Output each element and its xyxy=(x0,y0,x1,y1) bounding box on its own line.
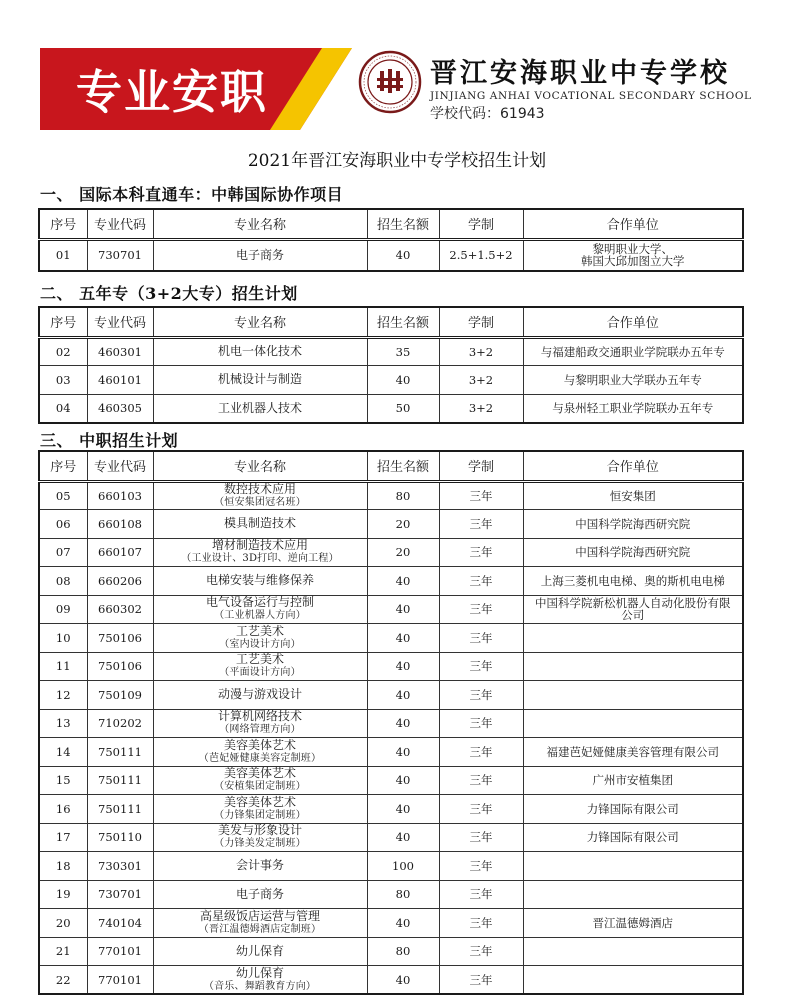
study-system: 三年 xyxy=(439,681,523,710)
study-system: 三年 xyxy=(439,937,523,966)
partner-cell xyxy=(523,795,743,824)
major-code: 660107 xyxy=(87,538,153,567)
partner-name: 中国科学院新松机器人自动化股份有限 xyxy=(535,596,731,611)
enrollment-quota: 40 xyxy=(367,239,439,271)
major-name: 美容美体艺术 xyxy=(223,737,296,752)
partner-cell xyxy=(523,481,743,510)
major-code: 750110 xyxy=(87,823,153,852)
partner-cell xyxy=(523,709,743,738)
partner-name: 广州市安植集团 xyxy=(592,773,673,788)
enrollment-quota: 40 xyxy=(367,795,439,824)
table-row xyxy=(39,510,743,539)
table-row xyxy=(39,795,743,824)
major-code: 460101 xyxy=(87,366,153,395)
major-code: 770101 xyxy=(87,937,153,966)
row-number: 09 xyxy=(39,595,87,624)
row-number: 11 xyxy=(39,652,87,681)
major-direction: （工业机器人方向） xyxy=(214,610,306,622)
study-system: 3+2 xyxy=(439,394,523,423)
major-name-cell xyxy=(153,681,367,710)
enrollment-quota: 40 xyxy=(367,823,439,852)
enrollment-quota: 40 xyxy=(367,366,439,395)
major-name: 会计事务 xyxy=(235,858,284,873)
row-number: 03 xyxy=(39,366,87,395)
major-name: 电子商务 xyxy=(235,247,284,262)
study-system: 三年 xyxy=(439,795,523,824)
enrollment-quota: 40 xyxy=(367,567,439,596)
header-col-quota: 招生名额 xyxy=(367,451,439,481)
partner-cell xyxy=(523,766,743,795)
row-number: 14 xyxy=(39,738,87,767)
partner-cell xyxy=(523,909,743,938)
table-row xyxy=(39,538,743,567)
major-code: 750111 xyxy=(87,795,153,824)
major-code: 660108 xyxy=(87,510,153,539)
header-col-code: 专业代码 xyxy=(87,451,153,481)
study-system: 三年 xyxy=(439,966,523,995)
study-system: 3+2 xyxy=(439,337,523,366)
study-system: 三年 xyxy=(439,852,523,881)
major-code: 750109 xyxy=(87,681,153,710)
major-code: 750111 xyxy=(87,738,153,767)
major-code: 730701 xyxy=(87,239,153,271)
row-number: 20 xyxy=(39,909,87,938)
table-row xyxy=(39,966,743,995)
study-system: 2.5+1.5+2 xyxy=(439,239,523,271)
table-row xyxy=(39,766,743,795)
enrollment-quota: 40 xyxy=(367,738,439,767)
row-number: 08 xyxy=(39,567,87,596)
partner-cell xyxy=(523,510,743,539)
table-row xyxy=(39,738,743,767)
major-name-cell xyxy=(153,595,367,624)
major-direction: （音乐、舞蹈教育方向） xyxy=(203,980,317,992)
partner-name: 黎明职业大学、 xyxy=(592,242,673,257)
major-name-cell xyxy=(153,909,367,938)
major-direction: （芭妃娅健康美容定制班） xyxy=(198,752,322,764)
study-system: 三年 xyxy=(439,709,523,738)
partner-name: 公司 xyxy=(621,608,645,623)
enrollment-quota: 40 xyxy=(367,595,439,624)
major-name-cell xyxy=(153,852,367,881)
study-system: 三年 xyxy=(439,510,523,539)
row-number: 12 xyxy=(39,681,87,710)
major-name-cell xyxy=(153,538,367,567)
table-row xyxy=(39,681,743,710)
enrollment-table xyxy=(38,208,744,272)
partner-name: 力锋国际有限公司 xyxy=(586,830,679,845)
enrollment-quota: 40 xyxy=(367,909,439,938)
major-name-cell xyxy=(153,937,367,966)
header-col-no: 序号 xyxy=(39,307,87,337)
major-direction: （工业设计、3D打印、逆向工程） xyxy=(181,553,339,565)
partner-name: 上海三菱机电电梯、奥的斯机电电梯 xyxy=(540,573,725,588)
major-name: 高星级饭店运营与管理 xyxy=(199,908,320,923)
enrollment-quota: 40 xyxy=(367,766,439,795)
partner-name: 恒安集团 xyxy=(609,488,656,503)
major-code: 750106 xyxy=(87,624,153,653)
major-name: 计算机网络技术 xyxy=(217,709,302,724)
major-name-cell xyxy=(153,624,367,653)
section-heading: 二、 五年专（3+2大专）招生计划 xyxy=(40,284,298,303)
header-col-system: 学制 xyxy=(439,451,523,481)
row-number: 18 xyxy=(39,852,87,881)
major-code: 460301 xyxy=(87,337,153,366)
enrollment-quota: 80 xyxy=(367,481,439,510)
school-code: 学校代码：61943 xyxy=(430,106,545,122)
enrollment-table xyxy=(38,450,744,995)
major-direction: （平面设计方向） xyxy=(219,667,301,679)
partner-cell xyxy=(523,624,743,653)
header-col-major: 专业名称 xyxy=(153,209,367,239)
partner-cell xyxy=(523,567,743,596)
major-name: 美发与形象设计 xyxy=(217,823,302,838)
study-system: 三年 xyxy=(439,738,523,767)
enrollment-quota: 80 xyxy=(367,880,439,909)
major-name-cell xyxy=(153,239,367,271)
major-name-cell xyxy=(153,709,367,738)
partner-cell xyxy=(523,966,743,995)
major-name: 美容美体艺术 xyxy=(223,794,296,809)
major-code: 660103 xyxy=(87,481,153,510)
major-name-cell xyxy=(153,394,367,423)
header-col-system: 学制 xyxy=(439,307,523,337)
partner-name: 力锋国际有限公司 xyxy=(586,801,679,816)
table-row xyxy=(39,880,743,909)
header-col-no: 序号 xyxy=(39,209,87,239)
table-row xyxy=(39,852,743,881)
row-number: 21 xyxy=(39,937,87,966)
partner-cell xyxy=(523,937,743,966)
major-name-cell xyxy=(153,966,367,995)
major-name-cell xyxy=(153,652,367,681)
header-col-partner: 合作单位 xyxy=(523,307,743,337)
row-number: 07 xyxy=(39,538,87,567)
partner-cell xyxy=(523,652,743,681)
partner-cell xyxy=(523,337,743,366)
table-row xyxy=(39,652,743,681)
school-name-chinese: 晋江安海职业中专学校 xyxy=(430,58,730,89)
partner-cell xyxy=(523,366,743,395)
major-direction: （网络管理方向） xyxy=(219,724,301,736)
header-col-system: 学制 xyxy=(439,209,523,239)
row-number: 02 xyxy=(39,337,87,366)
study-system: 三年 xyxy=(439,880,523,909)
major-name-cell xyxy=(153,795,367,824)
major-direction: （安植集团定制班） xyxy=(214,781,306,793)
major-name: 机械设计与制造 xyxy=(217,372,302,387)
section-heading: 一、 国际本科直通车：中韩国际协作项目 xyxy=(40,185,344,204)
major-name: 幼儿保育 xyxy=(235,943,284,958)
major-code: 740104 xyxy=(87,909,153,938)
header-col-major: 专业名称 xyxy=(153,307,367,337)
major-name: 增材制造技术应用 xyxy=(211,538,308,553)
major-direction: （恒安集团冠名班） xyxy=(214,496,306,508)
major-name: 数控技术应用 xyxy=(223,481,296,496)
enrollment-quota: 35 xyxy=(367,337,439,366)
partner-name: 中国科学院海西研究院 xyxy=(575,516,691,531)
major-name: 电气设备运行与控制 xyxy=(205,595,314,610)
table-row xyxy=(39,909,743,938)
partner-name: 与福建船政交通职业学院联办五年专 xyxy=(540,344,725,359)
table-row xyxy=(39,823,743,852)
partner-cell xyxy=(523,595,743,624)
major-name: 电子商务 xyxy=(235,886,284,901)
partner-cell xyxy=(523,852,743,881)
major-direction: （室内设计方向） xyxy=(219,638,301,650)
major-name: 工艺美术 xyxy=(235,652,284,667)
row-number: 10 xyxy=(39,624,87,653)
study-system: 三年 xyxy=(439,624,523,653)
enrollment-quota: 20 xyxy=(367,538,439,567)
major-direction: （力锋美发定制班） xyxy=(214,838,306,850)
major-name-cell xyxy=(153,366,367,395)
header-col-partner: 合作单位 xyxy=(523,209,743,239)
major-name: 动漫与游戏设计 xyxy=(217,687,302,702)
header xyxy=(0,0,794,140)
table-row xyxy=(39,624,743,653)
table-row xyxy=(39,337,743,366)
row-number: 19 xyxy=(39,880,87,909)
table-row xyxy=(39,937,743,966)
major-name-cell xyxy=(153,567,367,596)
partner-cell xyxy=(523,538,743,567)
partner-cell xyxy=(523,823,743,852)
school-logo xyxy=(358,50,422,114)
table-header-row xyxy=(39,451,743,481)
study-system: 3+2 xyxy=(439,366,523,395)
partner-name: 福建芭妃娅健康美容管理有限公司 xyxy=(546,744,719,759)
major-code: 660206 xyxy=(87,567,153,596)
enrollment-quota: 40 xyxy=(367,966,439,995)
major-code: 710202 xyxy=(87,709,153,738)
major-direction: （晋江温德姆酒店定制班） xyxy=(198,923,322,935)
table-row xyxy=(39,481,743,510)
row-number: 05 xyxy=(39,481,87,510)
partner-name: 韩国大邱加图立大学 xyxy=(581,254,685,269)
header-col-major: 专业名称 xyxy=(153,451,367,481)
study-system: 三年 xyxy=(439,567,523,596)
partner-cell xyxy=(523,394,743,423)
partner-name: 中国科学院海西研究院 xyxy=(575,545,691,560)
table-row xyxy=(39,394,743,423)
major-name-cell xyxy=(153,738,367,767)
enrollment-quota: 40 xyxy=(367,624,439,653)
major-name: 工艺美术 xyxy=(235,623,284,638)
header-col-quota: 招生名额 xyxy=(367,209,439,239)
major-code: 660302 xyxy=(87,595,153,624)
major-direction: （力锋集团定制班） xyxy=(214,809,306,821)
table-header-row xyxy=(39,307,743,337)
document-title: 2021年晋江安海职业中专学校招生计划 xyxy=(247,151,547,171)
header-col-code: 专业代码 xyxy=(87,209,153,239)
study-system: 三年 xyxy=(439,538,523,567)
study-system: 三年 xyxy=(439,481,523,510)
major-code: 730701 xyxy=(87,880,153,909)
enrollment-table xyxy=(38,306,744,424)
major-name-cell xyxy=(153,337,367,366)
major-name: 模具制造技术 xyxy=(223,516,296,531)
table-row xyxy=(39,239,743,271)
major-name-cell xyxy=(153,880,367,909)
header-col-code: 专业代码 xyxy=(87,307,153,337)
row-number: 04 xyxy=(39,394,87,423)
table-row xyxy=(39,709,743,738)
study-system: 三年 xyxy=(439,823,523,852)
table-header-row xyxy=(39,209,743,239)
partner-name: 晋江温德姆酒店 xyxy=(592,915,673,930)
major-name: 电梯安装与维修保养 xyxy=(205,573,314,588)
major-name: 工业机器人技术 xyxy=(217,400,302,415)
partner-name: 与泉州轻工职业学院联办五年专 xyxy=(552,401,714,415)
partner-cell xyxy=(523,239,743,271)
enrollment-quota: 80 xyxy=(367,937,439,966)
study-system: 三年 xyxy=(439,652,523,681)
banner-title: 专业安职 xyxy=(76,65,268,119)
major-code: 460305 xyxy=(87,394,153,423)
major-code: 770101 xyxy=(87,966,153,995)
row-number: 13 xyxy=(39,709,87,738)
enrollment-quota: 40 xyxy=(367,709,439,738)
row-number: 15 xyxy=(39,766,87,795)
major-name: 机电一体化技术 xyxy=(217,344,302,359)
row-number: 01 xyxy=(39,239,87,271)
enrollment-quota: 100 xyxy=(367,852,439,881)
major-name: 幼儿保育 xyxy=(235,965,284,980)
enrollment-quota: 40 xyxy=(367,681,439,710)
study-system: 三年 xyxy=(439,909,523,938)
major-name-cell xyxy=(153,510,367,539)
study-system: 三年 xyxy=(439,766,523,795)
major-code: 750106 xyxy=(87,652,153,681)
enrollment-quota: 50 xyxy=(367,394,439,423)
major-name-cell xyxy=(153,481,367,510)
partner-cell xyxy=(523,738,743,767)
major-name-cell xyxy=(153,823,367,852)
major-code: 750111 xyxy=(87,766,153,795)
study-system: 三年 xyxy=(439,595,523,624)
partner-name: 与黎明职业大学联办五年专 xyxy=(563,372,702,387)
row-number: 22 xyxy=(39,966,87,995)
partner-cell xyxy=(523,681,743,710)
enrollment-quota: 20 xyxy=(367,510,439,539)
school-name-english: JINJIANG ANHAI VOCATIONAL SECONDARY SCHOOL xyxy=(430,90,752,102)
header-col-partner: 合作单位 xyxy=(523,451,743,481)
header-col-quota: 招生名额 xyxy=(367,307,439,337)
table-row xyxy=(39,366,743,395)
enrollment-quota: 40 xyxy=(367,652,439,681)
major-name-cell xyxy=(153,766,367,795)
major-code: 730301 xyxy=(87,852,153,881)
row-number: 06 xyxy=(39,510,87,539)
table-row xyxy=(39,567,743,596)
header-col-no: 序号 xyxy=(39,451,87,481)
table-row xyxy=(39,595,743,624)
partner-cell xyxy=(523,880,743,909)
major-name: 美容美体艺术 xyxy=(223,766,296,781)
section-heading: 三、 中职招生计划 xyxy=(40,431,179,450)
row-number: 16 xyxy=(39,795,87,824)
row-number: 17 xyxy=(39,823,87,852)
